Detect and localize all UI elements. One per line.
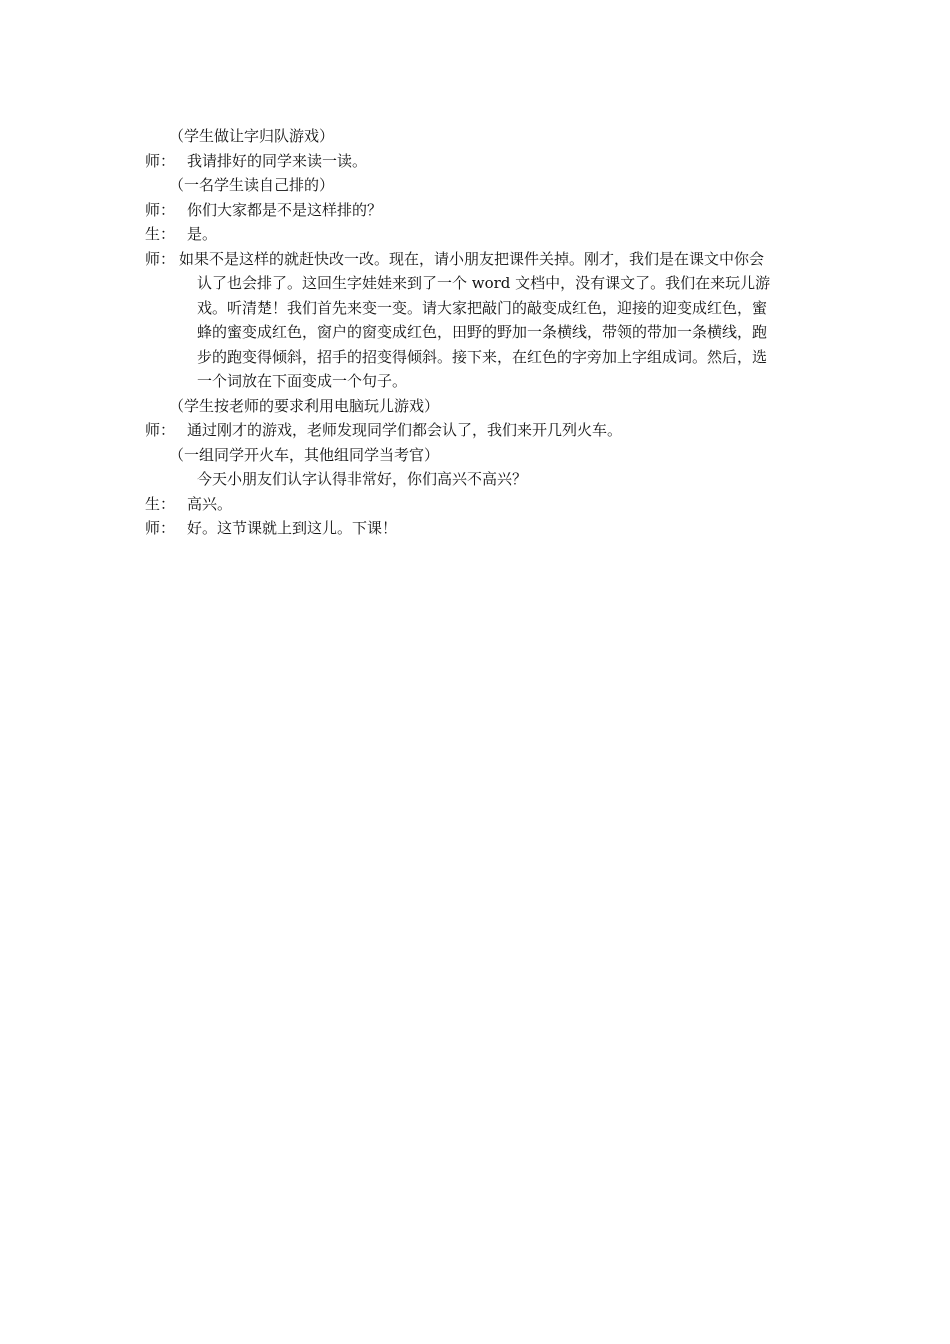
speaker-label: 师： (145, 200, 176, 219)
stage-note (145, 173, 810, 198)
dialogue-line (145, 222, 810, 247)
note-text: （学生做让字归队游戏） (169, 127, 335, 145)
paragraph-line: 一个词放在下面变成一个句子。 (197, 372, 408, 390)
note-text: （一组同学开火车，其他组同学当考官） (169, 445, 440, 464)
continued-speech-line (145, 467, 810, 492)
note-text: （学生按老师的要求利用电脑玩儿游戏） (169, 396, 440, 415)
speaker-label: 生： (145, 225, 176, 243)
speaker-label: 师： (145, 519, 176, 537)
dialogue-line (145, 198, 810, 223)
speaker-label: 师： (145, 421, 176, 439)
paragraph-line: 戏。听清楚！我们首先来变一变。请大家把敲门的敲变成红色，迎接的迎变成红色，蜜 (197, 298, 768, 317)
speech-text: 今天小朋友们认字认得非常好，你们高兴不高兴？ (197, 470, 528, 488)
dialogue-line (145, 492, 810, 517)
stage-note (145, 124, 810, 149)
dialogue-line (145, 418, 810, 443)
speech-text: 我请排好的同学来读一读。 (187, 151, 368, 170)
speech-text: 是。 (187, 225, 218, 243)
dialogue-line (145, 516, 810, 541)
paragraph-line: 如果不是这样的就赶快改一改。现在，请小朋友把课件关掉。刚才，我们是在课文中你会 (179, 249, 765, 268)
dialogue-line (145, 149, 810, 174)
stage-note (145, 443, 810, 468)
paragraph-line: 蜂的蜜变成红色，窗户的窗变成红色，田野的野加一条横线，带领的带加一条横线，跑 (197, 323, 768, 341)
stage-note (145, 394, 810, 419)
paragraph-line: 步的跑变得倾斜，招手的招变得倾斜。接下来，在红色的字旁加上字组成词。然后，选 (197, 347, 768, 366)
speaker-label: 师： (145, 249, 176, 268)
speaker-label: 生： (145, 494, 176, 513)
speech-text: 高兴。 (187, 494, 233, 513)
speaker-label: 师： (145, 151, 176, 170)
note-text: （一名学生读自己排的） (169, 176, 335, 194)
paragraph-line: 认了也会排了。这回生字娃娃来到了一个 word 文档中，没有课文了。我们在来玩儿游 (197, 274, 771, 292)
transcript-body (145, 124, 810, 541)
speech-text: 好。这节课就上到这儿。下课！ (187, 519, 398, 537)
speech-paragraph (179, 247, 810, 394)
dialogue-paragraph (145, 247, 810, 394)
speech-text: 通过刚才的游戏，老师发现同学们都会认了，我们来开几列火车。 (187, 421, 623, 439)
speech-text: 你们大家都是不是这样排的？ (187, 200, 383, 219)
